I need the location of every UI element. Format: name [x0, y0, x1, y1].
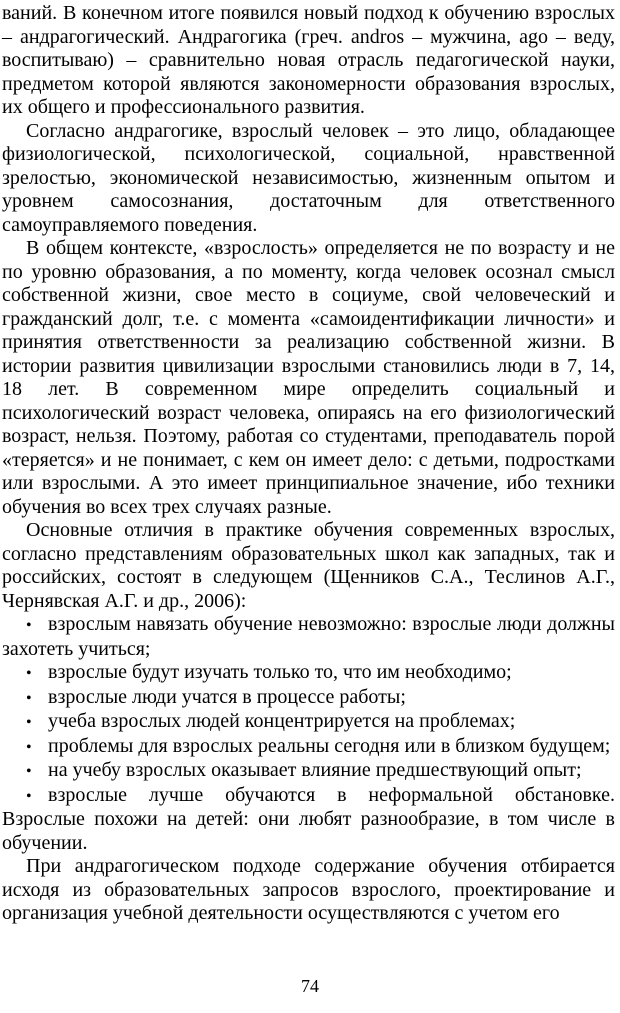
bullet-icon: •	[26, 787, 32, 805]
bullet-icon: •	[26, 665, 32, 682]
paragraph: Согласно андрагогике, взрослый человек – это лицо, обладающее физиологической, психологической, социальной, нравственной зрелостью, экономической независимостью, жизненным опытом и уровнем самосознания, достаточным для ответственного самоуправляемого поведения.	[2, 119, 615, 236]
paragraph: В общем контексте, «взрослость» определяется не по возрасту и не по уровню образования, а по моменту, когда человек осознал смысл собственной жизни, свое место в социуме, свой человеческий и гражданский долг, т.е. с момента «самоидентификации личности» и принятия ответственности за реализацию собственной жизни. В истории развития цивилизации взрослыми становились люди в 7, 14, 18 лет. В современном мире определить социальный и психологический возраст человека, опираясь на его физиологический возраст, нельзя. Поэтому, работая со студентами, преподаватель порой «теряется» и не понимает, с кем он имеет дело: с детьми, подростками или взрослыми. А это имеет принципиальное значение, ибо техники обучения во всех трех случаях разные.	[2, 237, 615, 518]
list-item	[2, 613, 615, 661]
page-number: 74	[301, 976, 319, 996]
list-item	[2, 784, 615, 856]
list-item-text: учеба взрослых людей концентрируется на проблемах;	[48, 710, 516, 732]
paragraph: ваний. В конечном итоге появился новый подход к обучению взрослых – андрагогический. Андрагогика (греч. andros – мужчина, ago – веду, воспитываю) – сравнительно новая отрасль педагогической науки, предметом которой являются закономерности образования взрослых, их общего и профессионального развития.	[2, 2, 615, 118]
list-item	[2, 710, 615, 735]
list-item-text: на учебу взрослых оказывает влияние предшествующий опыт;	[48, 759, 582, 781]
list-item-text: взрослые люди учатся в процессе работы;	[48, 685, 406, 708]
paragraph: При андрагогическом подходе содержание обучения отбирается исходя из образовательных запросов взрослого, проектирование и организация учебной деятельности осуществляются с учетом его	[2, 855, 615, 924]
paragraph: Основные отличия в практике обучения современных взрослых, согласно представлениям образовательных школ как западных, так и российских, состоят в следующем (Щенников С.А., Теслинов А.Г., Чернявская А.Г. и др., 2006):	[2, 519, 615, 612]
list-item-text: проблемы для взрослых реальны сегодня или в близком будущем;	[48, 734, 611, 757]
list-item-text: взрослые лучше обучаются в неформальной обстановке. Взрослые похожи на детей: они любят разнообразие, в том числе в обучении.	[2, 783, 615, 854]
bullet-icon: •	[26, 763, 32, 780]
bullet-icon: •	[26, 714, 32, 731]
list-item	[2, 686, 615, 711]
list-item	[2, 759, 615, 784]
bullet-icon: •	[26, 689, 32, 707]
bullet-icon: •	[26, 738, 32, 756]
bullet-icon: •	[26, 617, 32, 634]
list-item-text: взрослым навязать обучение невозможно: взрослые люди должны захотеть учиться;	[2, 613, 615, 660]
list-item-text: взрослые будут изучать только то, что им необходимо;	[48, 661, 512, 683]
list-item	[2, 735, 615, 760]
list-item	[2, 661, 615, 686]
